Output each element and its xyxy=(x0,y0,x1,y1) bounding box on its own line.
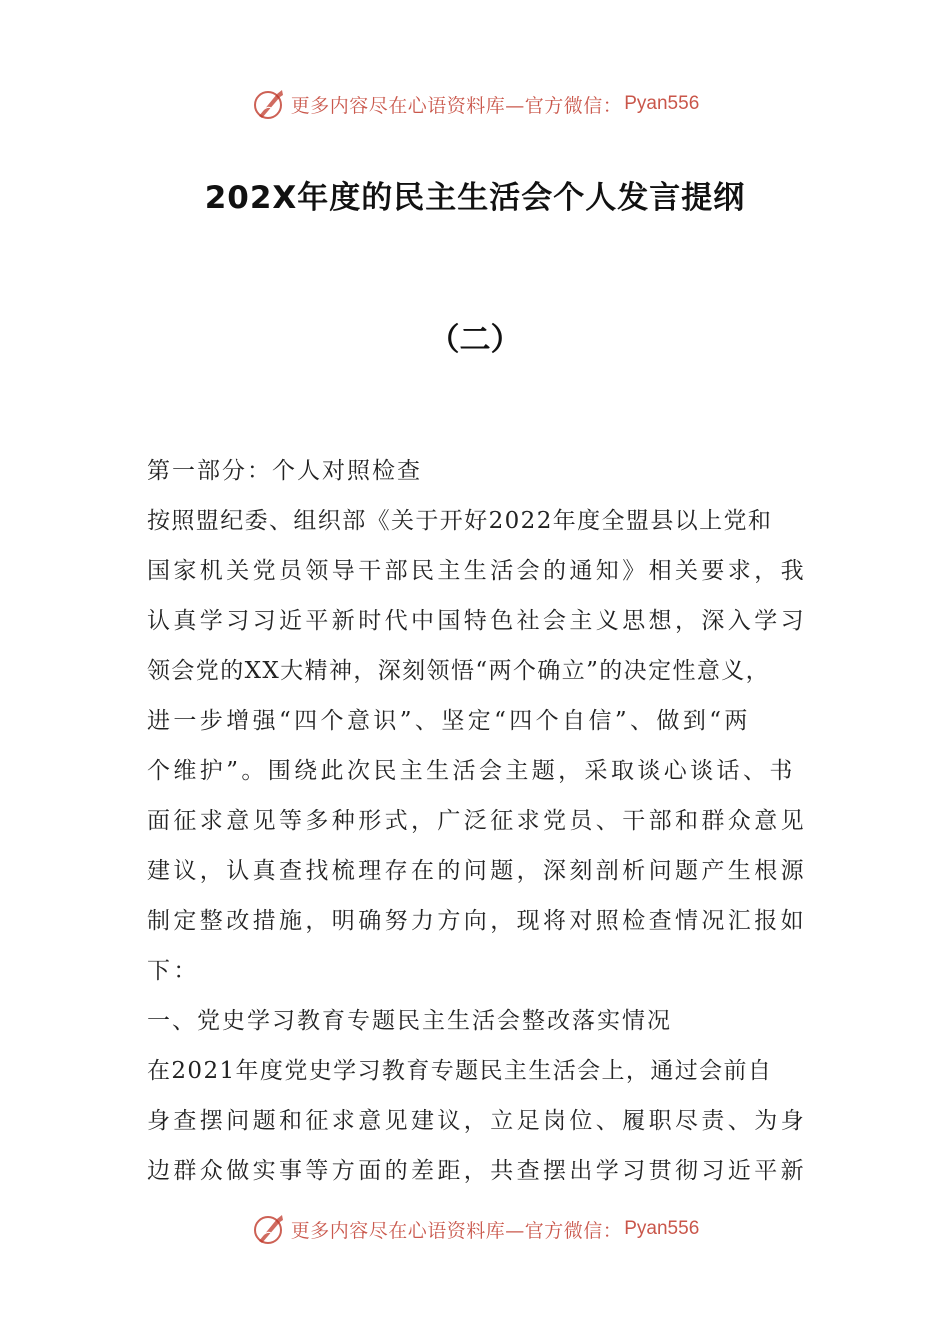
body-line: 制定整改措施，明确努力方向，现将对照检查情况汇报如 xyxy=(147,908,807,934)
body-line: 进一步增强“四个意识”、坚定“四个自信”、做到“两 xyxy=(147,708,751,734)
body-line: 在2021年度党史学习教育专题民主生活会上，通过会前自 xyxy=(147,1058,773,1084)
body-line: 下： xyxy=(147,958,200,984)
watermark-text: 更多内容尽在心语资料库—官方微信： xyxy=(290,1219,623,1242)
body-line: 按照盟纪委、组织部《关于开好2022年度全盟县以上党和 xyxy=(147,508,773,534)
document-title: 202X年度的民主生活会个人发言提纲 xyxy=(204,180,746,216)
quill-logo-icon xyxy=(251,86,287,122)
document-body xyxy=(147,446,815,1196)
section-heading: 一、党史学习教育专题民主生活会整改落实情况 xyxy=(147,1008,672,1034)
body-line: 建议，认真查找梳理存在的问题，深刻剖析问题产生根源 xyxy=(147,858,807,884)
document-subtitle: （二） xyxy=(428,322,522,358)
quill-logo-icon xyxy=(251,1211,287,1247)
body-line: 国家机关党员领导干部民主生活会的通知》相关要求，我 xyxy=(147,558,807,584)
body-line: 边群众做实事等方面的差距，共查摆出学习贯彻习近平新 xyxy=(147,1158,807,1184)
watermark-footer xyxy=(0,1207,950,1251)
body-line: 认真学习习近平新时代中国特色社会主义思想，深入学习 xyxy=(147,608,807,634)
watermark-wechat-id: Pyan556 xyxy=(624,93,700,114)
section-heading: 第一部分：个人对照检查 xyxy=(147,458,422,484)
watermark-wechat-id: Pyan556 xyxy=(624,1218,700,1239)
body-line: 面征求意见等多种形式，广泛征求党员、干部和群众意见 xyxy=(147,808,807,834)
body-line: 领会党的XX大精神，深刻领悟“两个确立”的决定性意义， xyxy=(147,658,771,684)
body-line: 个维护”。围绕此次民主生活会主题，采取谈心谈话、书 xyxy=(147,758,796,784)
body-line: 身查摆问题和征求意见建议，立足岗位、履职尽责、为身 xyxy=(147,1108,807,1134)
watermark-header xyxy=(0,82,950,126)
watermark-text: 更多内容尽在心语资料库—官方微信： xyxy=(290,94,623,117)
